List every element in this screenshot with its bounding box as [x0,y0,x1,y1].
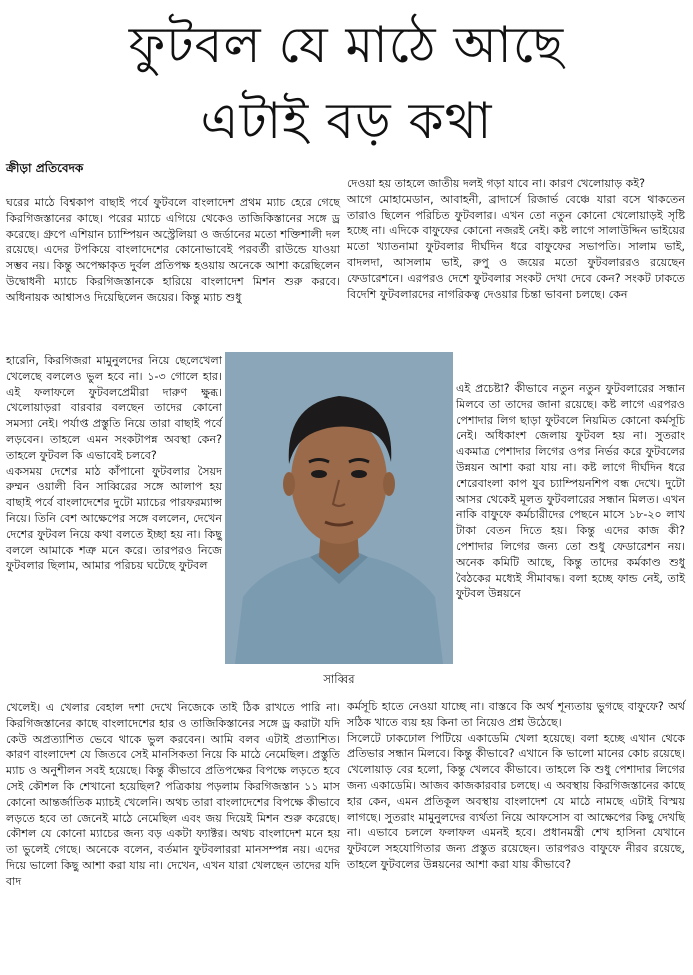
article-left-bottom [6,700,340,890]
paragraph: কর্মসূচি হাতে নেওয়া যাচ্ছে না। বাস্তবে কি অর্থ শূন্যতায় ভুগছে বাফুফে? অর্থ সঠিক খাতে ব্যয় হয় কিনা তা নিয়েও প্রশ্ন উঠেছে। [347,700,685,729]
paragraph: সিলেটে ঢাকঢোল পিটিয়ে একাডেমি খেলা হয়েছে। বলা হচ্ছে এখান থেকে প্রতিভার সন্ধান মিলবে। কিন্তু কীভাবে? এখানে কি ভালো মানের কোচ রয়েছে। খেলোয়াড় বের হলো, কিন্তু খেলবে কীভাবে। তাহলে কি শুধু পেশাদার লিগের জন্য একাডেমি। আজব কাজকারবার চলছে। এ অবস্থায় কিরগিজস্তানের কাছে হার কেন, এমন প্রতিকূল অবস্থায় বাংলাদেশ যে মাঠে নামছে এটাই বিস্ময় লাগছে। সুতরাং মামুনুলদের ব্যর্থতা নিয়ে আফসোস বা আক্ষেপের কিছু দেখছি না। এভাবে চললে ফলাফল এমনই হবে। প্রধানমন্ত্রী শেখ হাসিনা যেখানে ফুটবলে সহযোগিতার জন্য প্রস্তুত রয়েছেন। তারপরও বাফুফে নীরব রয়েছে, তাহলে ফুটবলের উন্নয়নের আশা করা যায় কীভাবে? [347,731,685,871]
portrait-illustration [225,352,453,664]
paragraph: দেওয়া হয় তাহলে জাতীয় দলই গড়া যাবে না। কারণ খেলোয়াড় কই? [347,177,646,190]
paragraph: খেলেই। এ খেলার বেহাল দশা দেখে নিজেকে তাই ঠিক রাখতে পারি না। কিরগিজস্তানের কাছে বাংলাদেশের হার ও তাজিকিস্তানের সঙ্গে ড্র করাটা যদি কেউ অপ্রত্যাশিত ভেবে থাকে ভুল করবেন। আমি বলব এটাই প্রত্যাশিত। কারণ বাংলাদেশ যে জিতবে সেই মানসিকতা নিয়ে কি মাঠে নেমেছিল। প্রস্তুতি ম্যাচ ও অনুশীলন সবই হয়েছে। কিন্তু কীভাবে প্রতিপক্ষের বিপক্ষে লড়তে হবে সেই কৌশল কি শেখানো হয়েছিল? পত্রিকায় পড়লাম কিরগিজস্তান ১১ মাস কোনো আন্তর্জাতিক ম্যাচই খেলেনি। অথচ তারা বাংলাদেশের বিপক্ষে কীভাবে লড়তে হবে তা জেনেই মাঠে নেমেছিল এবং জয় দিয়েই মিশন শুরু করেছে। কৌশল যে কোনো ম্যাচের জন্য বড় একটা ফ্যাক্টর। অথচ বাংলাদেশ মনে হয় তা ভুলেই গেছে। অনেকে বলেন, বর্তমান ফুটবলাররা মানসম্পন্ন নয়। এদের দিয়ে ভালো কিছু আশা করা যায় না। দেখেন, এখন যারা খেলছেন তাদের যদি বাদ [6,701,340,888]
headline-line-2: এটাই বড় কথা [200,92,493,150]
article-left-top [6,195,340,306]
paragraph: একসময় দেশের মাঠ কাঁপানো ফুটবলার সৈয়দ রুম্মন ওয়ালী বিন সাব্বিরের সঙ্গে আলাপ হয় বাছাই পর্বে বাংলাদেশের দুটো ম্যাচের পারফরম্যান্স নিয়ে। তিনি বেশ আক্ষেপের সঙ্গে বললেন, দেখেন দেশের ফুটবল নিয়ে কথা বলতে ইচ্ছা হয় না। কিছু বললে আমাকে শত্রু মনে করে। তারপরও নিজে ফুটবলার ছিলাম, আমার পরিচয় ঘটেছে ফুটবল [6,464,222,573]
article-left-narrow [6,353,222,574]
portrait-photo [225,352,453,664]
photo-caption: সাব্বির [323,672,355,686]
article-right-top [347,176,685,302]
left-ear [283,472,295,496]
paragraph: হারেনি, কিরগিজরা মামুনুলদের নিয়ে ছেলেখেলা খেলেছে বললেও ভুল হবে না। ১-৩ গোলে হার। এই ফলাফলে ফুটবলপ্রেমীরা দারুণ ক্ষুব্ধ। খেলোয়াড়রা বারবার বলছেন তাদের কোনো সমস্যা নেই। পর্যাপ্ত প্রস্তুতি নিয়ে তারা বাছাই পর্বে লড়বেন। তাহলে এমন সংকটাপন্ন অবস্থা কেন? তাহলে ফুটবল কি এভাবেই চলবে? [6,354,222,462]
byline: ক্রীড়া প্রতিবেদক [6,161,84,175]
headline-line-1: ফুটবল যে মাঠে আছে [128,16,565,74]
right-eye [351,470,367,478]
article-right-narrow [456,381,685,602]
left-eye [311,470,327,478]
paragraph: এই প্রচেষ্টা? কীভাবে নতুন নতুন ফুটবলারের সন্ধান মিলবে তা তাদের জানা রয়েছে। কষ্ট লাগে এরপরও পেশাদার লিগ ছাড়া ফুটবলে নিয়মিত কোনো কর্মসূচি নেই। অধিকাংশ জেলায় ফুটবল হয় না। সুতরাং একমাত্র পেশাদার লিগের ওপর নির্ভর করে ফুটবলের উন্নয়ন আশা করা যায় না। কষ্ট লাগে দীর্ঘদিন ধরে শেরেবাংলা কাপ যুব চ্যাম্পিয়নশিপ বন্ধ দেখে। দুটো আসর থেকেই মূলত ফুটবলারের সন্ধান মিলত। এখন নাকি বাফুফে কর্মচারীদের পেছনে মাসে ১৮-২০ লাখ টাকা বেতন দিতে হয়। কিন্তু এদের কাজ কী? পেশাদার লিগের জন্য তো শুধু ফেডারেশন নয়। অনেক কমিটি আছে, কিন্তু তাদের কর্মকাণ্ড শুধু বৈঠকের মধ্যেই সীমাবদ্ধ। বলা হচ্ছে ফান্ড নেই, তাই ফুটবল উন্নয়নে [456,382,685,601]
paragraph: ঘরের মাঠে বিশ্বকাপ বাছাই পর্বে ফুটবলে বাংলাদেশ প্রথম ম্যাচ হেরে গেছে কিরগিজস্তানের কাছে। পরের ম্যাচে এগিয়ে থেকেও তাজিকিস্তানের সঙ্গে ড্র করেছে। গ্রুপে এশিয়ান চ্যাম্পিয়ন অস্ট্রেলিয়া ও জর্ডানের মতো শক্তিশালী দল রয়েছে। এদের টপকিয়ে বাংলাদেশের কোনোভাবেই পরবর্তী রাউন্ডে যাওয়া সম্ভব নয়। কিন্তু অপেক্ষাকৃত দুর্বল প্রতিপক্ষ হওয়ায় অনেকে আশা করেছিলেন উদ্বোধনী ম্যাচে কিরগিজস্তানকে হারিয়ে বাংলাদেশ মিশন শুরু করবে। অধিনায়ক আশ্বাসও দিয়েছিলেন জয়ের। কিন্তু ম্যাচ শুধু [6,196,340,304]
paragraph: আগে মোহামেডান, আবাহনী, ব্রাদার্সে রিজার্ভ বেঞ্চে যারা বসে থাকতেন তারাও ছিলেন পরিচিত ফুটবলার। এখন তো নতুন কোনো খেলোয়াড়ই সৃষ্টি হচ্ছে না। এদিকে বাফুফের কোনো নজরই নেই। কষ্ট লাগে সালাউদ্দিন ভাইয়ের মতো খ্যাতনামা ফুটবলার দীর্ঘদিন ধরে বাফুফের সভাপতি। সালাম ভাই, বাদলদা, আসলাম ভাই, রুপু ও জয়ের মতো ফুটবলাররও রয়েছেন ফেডারেশনে। এরপরও দেশে ফুটবলার সংকট দেখা দেবে কেন? সংকট ঢাকতে বিদেশি ফুটবলারদের নাগরিকত্ব দেওয়ার চিন্তা ভাবনা চলছে। কেন [347,192,685,301]
right-ear [383,472,395,496]
article-right-bottom [347,699,685,873]
